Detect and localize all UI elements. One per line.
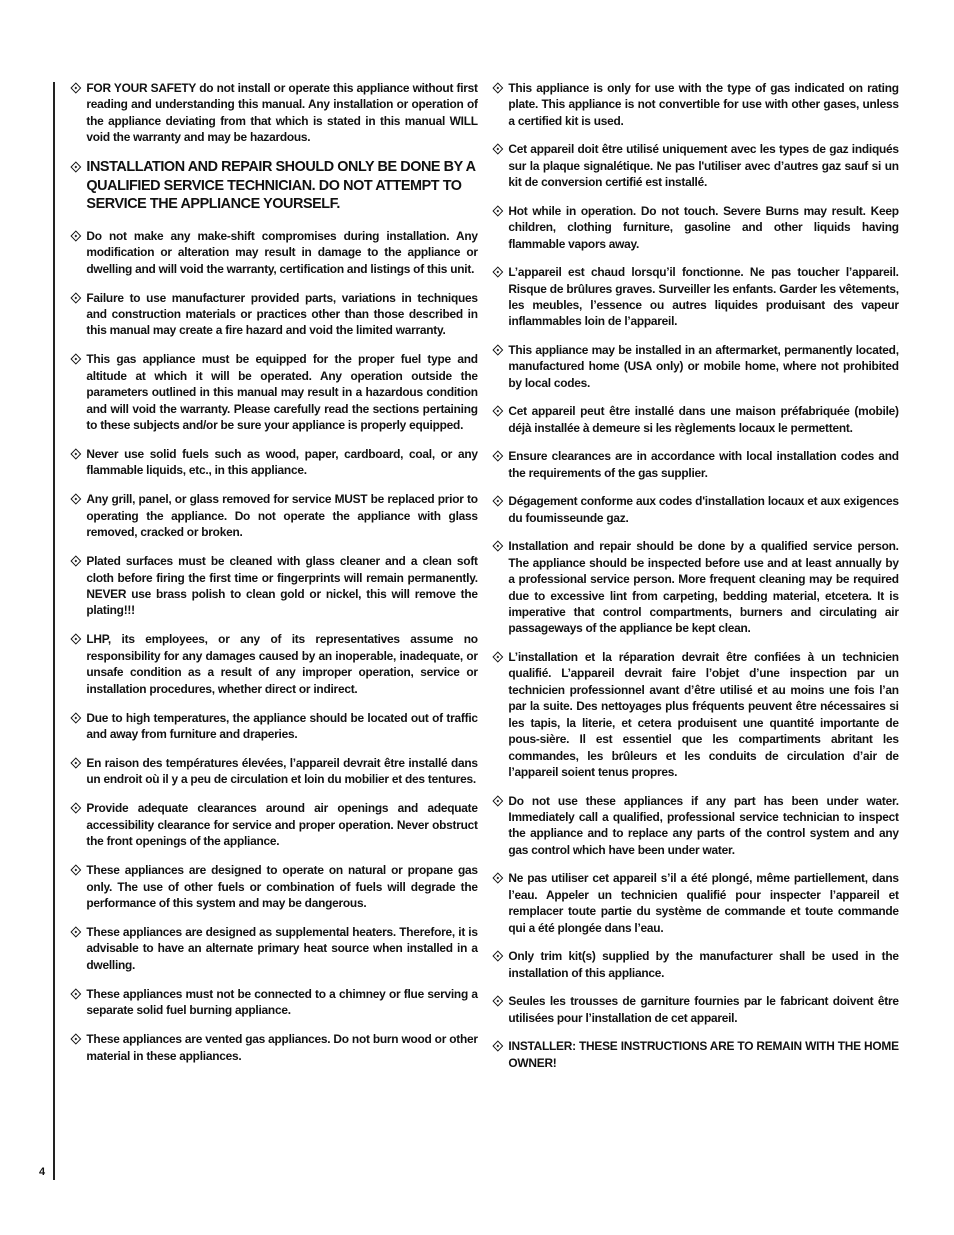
diamond-bullet-icon [70,556,81,567]
diamond-bullet-icon [70,634,81,645]
diamond-bullet-icon [70,803,81,814]
safety-item: Do not make any make-shift compromises during installation. Any modification or alteration may result in damage to the appliance or dwelling and will void the warranty, certification and listings of this unit. [72,228,478,277]
safety-item: This appliance is only for use with the type of gas indicated on rating plate. This appliance is not convertible for use with other gases, unless a certified kit is used. [494,80,899,129]
safety-item: Cet appareil peut être installé dans une maison préfabriquée (mobile) déjà installée à demeure si les règlements locaux le permettent. [494,403,899,436]
diamond-bullet-icon [492,267,503,278]
diamond-bullet-icon [70,162,81,173]
safety-item: FOR YOUR SAFETY do not install or operate this appliance without first reading and understanding this manual. Any installation or operation of the appliance deviating from that which is stated in this manual WILL void the warranty and may be hazardous. [72,80,478,146]
safety-item: Installation and repair should be done by a qualified service person. The appliance should be inspected before use and at least annually by a professional service person. More frequent cleaning may be required due to excessive lint from carpeting, bedding material, etcetera. It is imperative that control compartments, burners and circulating air passageways of the appliance be kept clean. [494,538,899,636]
safety-item-heading: INSTALLATION AND REPAIR SHOULD ONLY BE DONE BY A QUALIFIED SERVICE TECHNICIAN. DO NOT ATTEMPT TO SERVICE THE APPLIANCE YOURSELF. [72,158,478,214]
diamond-bullet-icon [492,496,503,507]
diamond-bullet-icon [70,292,81,303]
safety-item: Dégagement conforme aux codes d'installation locaux et aux exigences du foumisseunde gaz. [494,493,899,526]
safety-item: LHP, its employees, or any of its representatives assume no responsibility for any damages caused by an inoperable, inadequate, or unsafe condition as a result of any improper operation, service or installation procedures, whether direct or indirect. [72,631,478,697]
diamond-bullet-icon [492,205,503,216]
safety-item: These appliances are designed as supplemental heaters. Therefore, it is advisable to have an alternate primary heat source when installed in a dwelling. [72,924,478,973]
safety-item: L’appareil est chaud lorsqu’il fonctionne. Ne pas toucher l’appareil. Risque de brûlures graves. Surveiller les enfants. Garder les vêtements, les meubles, l’essence ou autres liquides produisant des vapeur inflammables loin de l’appareil. [494,264,899,330]
safety-item: Any grill, panel, or glass removed for service MUST be replaced prior to operating the appliance. Do not operate the appliance with glass removed, cracked or broken. [72,491,478,540]
safety-item: These appliances are designed to operate on natural or propane gas only. The use of other fuels or combination of fuels will degrade the performance of this system and may be dangerous. [72,862,478,911]
diamond-bullet-icon [492,541,503,552]
diamond-bullet-icon [70,712,81,723]
safety-item: L’installation et la réparation devrait être confiées à un technicien qualifié. L’appareil devrait faire l’objet d’une inspection par un technicien professionnel avant d’être utilisé et au moins une fois l’an par la suite. Des nettoyages plus fréquents peuvent être nécessaires si les tapis, la literie, et cetera produisent une quantité importante de pous-sière. Il est essentiel que les compartiments abritant les commandes, les brûleurs et les conduits de circulation d’air de l’appareil soient tenus propres. [494,649,899,780]
diamond-bullet-icon [70,354,81,365]
safety-item: Only trim kit(s) supplied by the manufacturer shall be used in the installation of this appliance. [494,948,899,981]
safety-item: INSTALLER: THESE INSTRUCTIONS ARE TO REMAIN WITH THE HOME OWNER! [494,1038,899,1071]
diamond-bullet-icon [70,448,81,459]
safety-item: Seules les trousses de garniture fournies par le fabricant doivent être utilisées pour l’installation de cet appareil. [494,993,899,1026]
safety-item: Ne pas utiliser cet appareil s’il a été plongé, même partiellement, dans l’eau. Appeler un technicien qualifié pour inspecter l’appareil et remplacer toute partie du système de commande et toute commande qui a été plongée dans l’eau. [494,870,899,936]
diamond-bullet-icon [70,82,81,93]
diamond-bullet-icon [70,1034,81,1045]
right-column [494,80,899,1083]
safety-item: Failure to use manufacturer provided parts, variations in techniques and construction materials or practices other than those described in this manual may create a fire hazard and void the limited warranty. [72,290,478,339]
safety-item: Plated surfaces must be cleaned with glass cleaner and a clean soft cloth before firing the first time or fingerprints will remain permanently. NEVER use brass polish to clean gold or nickel, this will remove the plating!!! [72,553,478,619]
diamond-bullet-icon [70,230,81,241]
diamond-bullet-icon [492,451,503,462]
diamond-bullet-icon [70,494,81,505]
diamond-bullet-icon [70,926,81,937]
safety-item: This gas appliance must be equipped for the proper fuel type and altitude at which it will be operated. Any operation outside the parameters outlined in this manual may result in a hazardous condition and will void the warranty. Please carefully read the sections pertaining to these subjects and/or be sure your appliance is properly equipped. [72,351,478,433]
diamond-bullet-icon [492,406,503,417]
safety-item: En raison des températures élevées, l’appareil devrait être installé dans un endroit où il y a peu de circulation et loin du mobilier et des tentures. [72,755,478,788]
diamond-bullet-icon [492,344,503,355]
diamond-bullet-icon [492,795,503,806]
diamond-bullet-icon [492,82,503,93]
page-number: 4 [39,1166,46,1178]
diamond-bullet-icon [492,1040,503,1051]
diamond-bullet-icon [70,865,81,876]
safety-item: Ensure clearances are in accordance with local installation codes and the requirements of the gas supplier. [494,448,899,481]
diamond-bullet-icon [492,950,503,961]
safety-item: This appliance may be installed in an aftermarket, permanently located, manufactured home (USA only) or mobile home, where not prohibited by local codes. [494,342,899,391]
left-column [72,80,478,1077]
margin-rule [53,82,55,1180]
diamond-bullet-icon [492,144,503,155]
safety-item: Hot while in operation. Do not touch. Severe Burns may result. Keep children, clothing furniture, gasoline and other liquids having flammable vapors away. [494,203,899,252]
safety-item: Never use solid fuels such as wood, paper, cardboard, coal, or any flammable liquids, etc., in this appliance. [72,446,478,479]
safety-item: Cet appareil doit être utilisé uniquement avec les types de gaz indiqués sur la plaque signalétique. Ne pas l'utiliser avec d’autres gaz sauf si un kit de conversion certifié est installé. [494,141,899,190]
safety-item: Due to high temperatures, the appliance should be located out of traffic and away from furniture and draperies. [72,710,478,743]
diamond-bullet-icon [70,988,81,999]
diamond-bullet-icon [492,651,503,662]
safety-item: These appliances must not be connected to a chimney or flue serving a separate solid fuel burning appliance. [72,986,478,1019]
diamond-bullet-icon [70,757,81,768]
safety-item: These appliances are vented gas appliances. Do not burn wood or other material in these appliances. [72,1031,478,1064]
safety-item: Do not use these appliances if any part has been under water. Immediately call a qualified, professional service technician to inspect the appliance and to replace any parts of the control system and any gas control which have been under water. [494,793,899,859]
diamond-bullet-icon [492,995,503,1006]
diamond-bullet-icon [492,873,503,884]
safety-item: Provide adequate clearances around air openings and adequate accessibility clearance for service and proper operation. Never obstruct the front openings of the appliance. [72,800,478,849]
